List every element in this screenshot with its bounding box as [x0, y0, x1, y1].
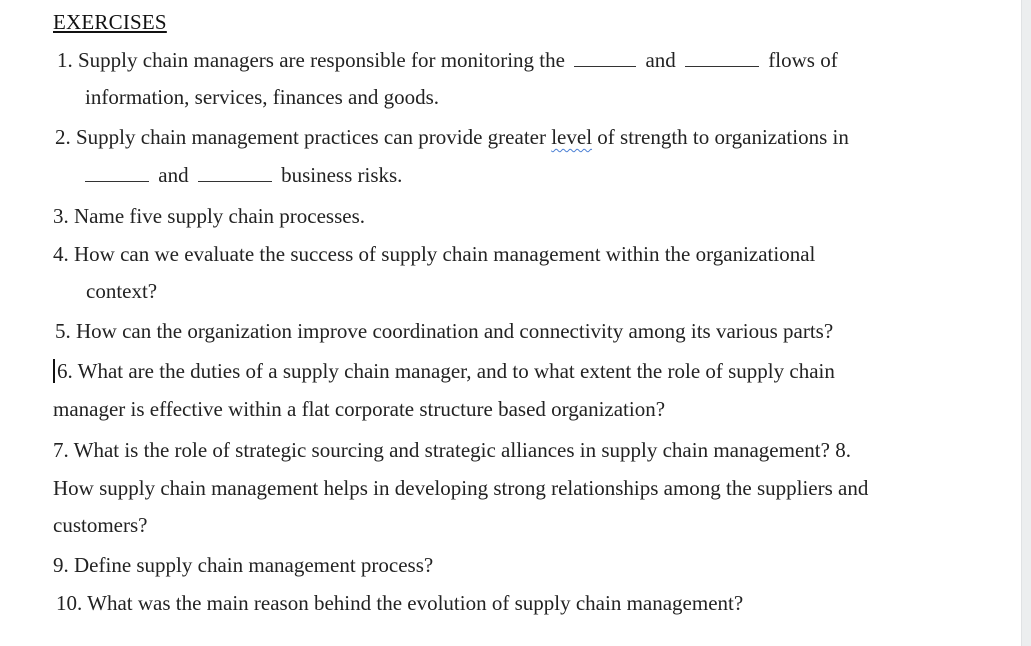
question-6-line-2: manager is effective within a flat corporate structure based organization? — [53, 397, 666, 421]
blank-field — [685, 48, 759, 67]
exercises-heading: EXERCISES — [53, 10, 167, 34]
blank-field — [574, 48, 636, 67]
question-3: 3. Name five supply chain processes. — [53, 204, 365, 228]
question-4-line-2: context? — [86, 279, 158, 303]
blank-field — [85, 163, 149, 182]
question-2-line-2 — [85, 162, 402, 188]
question-1-tail: flows of — [768, 48, 838, 72]
question-7-line-1: 7. What is the role of strategic sourcing and strategic alliances in supply chain management? 8. — [53, 438, 851, 462]
question-1-and: and — [645, 48, 676, 72]
question-1-line-1 — [57, 47, 838, 73]
blank-field — [198, 163, 272, 182]
question-2-tail: of strength to organizations in — [597, 125, 849, 149]
question-6-line-1 — [53, 358, 835, 384]
question-10: 10. What was the main reason behind the evolution of supply chain management? — [56, 591, 744, 615]
question-4-line-1: 4. How can we evaluate the success of supply chain management within the organizational — [53, 242, 816, 266]
question-2-line-1 — [55, 124, 849, 150]
question-9: 9. Define supply chain management process? — [53, 553, 434, 577]
question-2-end: business risks. — [281, 163, 403, 187]
question-6-text: 6. What are the duties of a supply chain manager, and to what extent the role of supply chain — [57, 359, 835, 383]
question-8-line-2: customers? — [53, 513, 148, 537]
text-cursor — [53, 359, 55, 383]
page-edge-scrollbar[interactable] — [1021, 0, 1031, 646]
question-8-line-1: How supply chain management helps in developing strong relationships among the suppliers and — [53, 476, 869, 500]
question-1-line-2: information, services, finances and goods. — [85, 85, 439, 109]
question-1-text: 1. Supply chain managers are responsible for monitoring the — [57, 48, 565, 72]
question-5: 5. How can the organization improve coordination and connectivity among its various parts? — [55, 319, 834, 343]
question-2-text: 2. Supply chain management practices can provide greater — [55, 125, 546, 149]
spellcheck-word-level[interactable]: level — [551, 125, 593, 149]
question-2-and: and — [158, 163, 189, 187]
